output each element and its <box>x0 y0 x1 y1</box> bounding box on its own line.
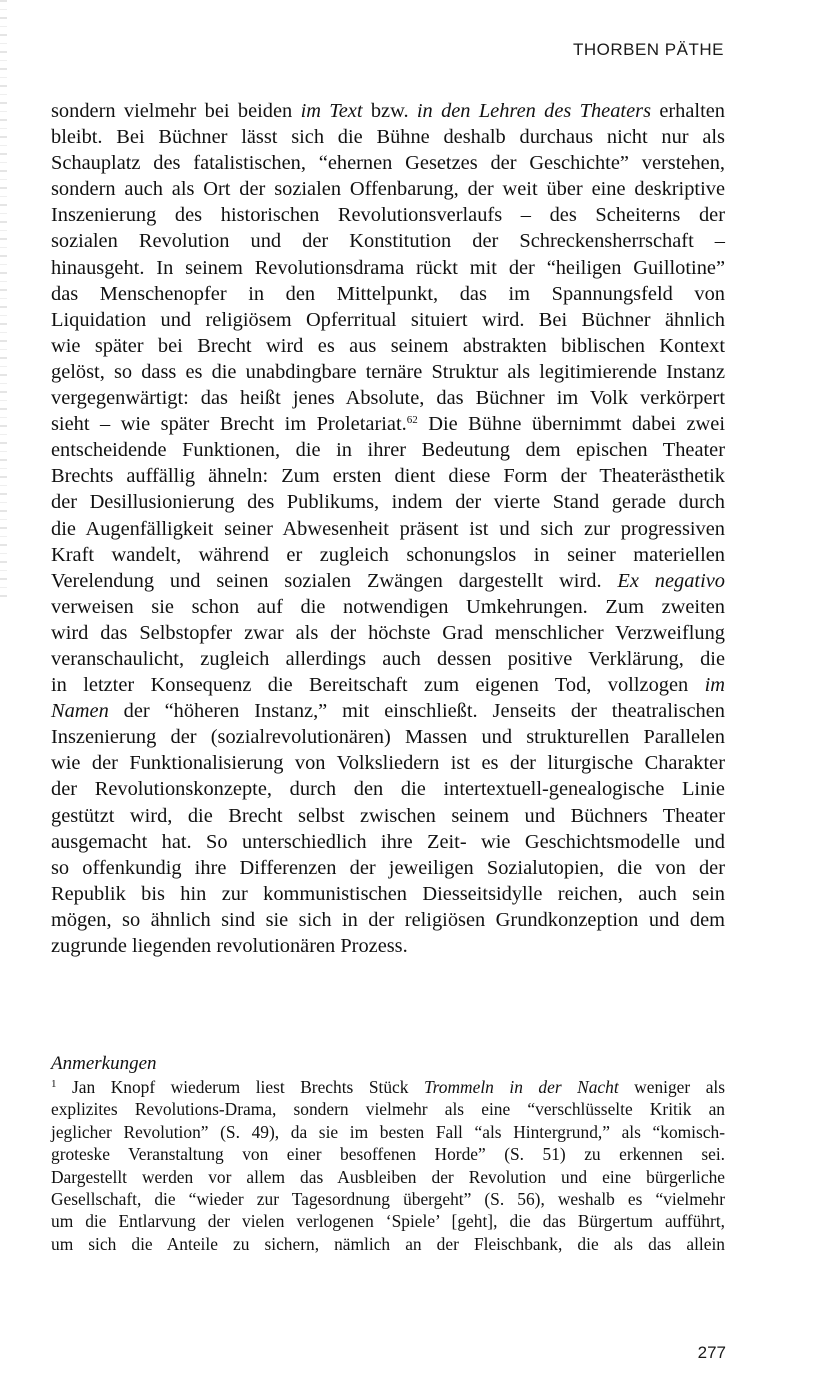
note-line: um sich die Anteile zu sichern, nämlich an der Fleischbank, die als das allein <box>51 1233 725 1254</box>
text-line: Inszenierung des historischen Revolutionsverlaufs – des Scheiterns der <box>51 204 725 227</box>
text-line: der Revolutionskonzepte, durch den die intertextuell-genealogische Linie <box>51 778 725 801</box>
text-line: sozialen Revolution und der Konstitution der Schreckensherrschaft – <box>51 230 725 253</box>
text-line: wird das Selbstopfer zwar als der höchste Grad menschlicher Verzweiflung <box>51 621 725 644</box>
text-line: wie der Funktionalisierung von Volksliedern ist es der liturgische Charakter <box>51 752 725 775</box>
text-line: sondern auch als Ort der sozialen Offenbarung, der weit über eine deskriptive <box>51 178 725 201</box>
text-line: Republik bis hin zur kommunistischen Diesseitsidylle reichen, auch sein <box>51 882 725 905</box>
note-line: explizites Revolutions-Drama, sondern vielmehr als eine “verschlüsselte Kritik an <box>51 1099 725 1120</box>
text-line: das Menschenopfer in den Mittelpunkt, das im Spannungsfeld von <box>51 282 725 305</box>
text-line: Brechts auffällig ähneln: Zum ersten dient diese Form der Theaterästhetik <box>51 465 725 488</box>
page-number: 277 <box>697 1343 726 1362</box>
text-line: veranschaulicht, zugleich allerdings auch dessen positive Verklärung, die <box>51 647 725 670</box>
note-number: 1 <box>51 1078 57 1090</box>
text-line: so offenkundig ihre Differenzen der jeweiligen Sozialutopien, die von der <box>51 856 725 879</box>
text-line: Liquidation und religiösem Opferritual situiert wird. Bei Büchner ähnlich <box>51 308 725 331</box>
text-line: hinausgeht. In seinem Revolutionsdrama rückt mit der “heiligen Guillotine” <box>51 256 725 279</box>
text-line: wie später bei Brecht wird es aus seinem abstrakten biblischen Kontext <box>51 334 725 357</box>
text-line: gestützt wird, die Brecht selbst zwischen seinem und Büchners Theater <box>51 804 725 827</box>
text-line: zugrunde liegenden revolutionären Prozess. <box>51 935 408 957</box>
text-line: sondern vielmehr bei beiden im Text bzw. in den Lehren des Theaters erhalten <box>51 100 725 122</box>
text-line: ausgemacht hat. So unterschiedlich ihre Zeit- wie Geschichtsmodelle und <box>51 830 725 853</box>
text-line: Verelendung und seinen sozialen Zwängen dargestellt wird. Ex negativo <box>51 569 725 592</box>
note-line: Dargestellt werden vor allem das Ausbleiben der Revolution und eine bürgerliche <box>51 1166 725 1187</box>
scan-edge-artifact <box>0 0 7 600</box>
endnotes-section <box>51 1052 725 1255</box>
footnote-reference: 62 <box>406 414 418 427</box>
endnotes-heading: Anmerkungen <box>51 1053 157 1074</box>
note-line: $^1$ Jan Knopf wiederum liest Brechts Stück Trommeln in der Nacht weniger als <box>51 1077 726 1097</box>
text-line: gelöst, so dass es die unabdingbare ternäre Struktur als legitimierende Instanz <box>51 360 725 383</box>
text-line: verweisen sie schon auf die notwendigen Umkehrungen. Zum zweiten <box>51 595 725 618</box>
running-head: THORBEN PÄTHE <box>572 40 724 59</box>
note-line: um die Entlarvung der vielen verlogenen ‘Spiele’ [geht], die das Bürgertum aufführt, <box>51 1211 725 1232</box>
text-line: sieht – wie später Brecht im Proletariat.$^{62}$ Die Bühne übernimmt dabei zwei <box>51 413 725 436</box>
note-line: Gesellschaft, die “wieder zur Tagesordnung übergeht” (S. 56), weshalb es “vielmehr <box>51 1188 725 1209</box>
text-line: mögen, so ähnlich sind sie sich in der religiösen Grundkonzeption und dem <box>51 908 725 931</box>
text-line: Namen der “höheren Instanz,” mit einschließt. Jenseits der theatralischen <box>51 700 725 723</box>
text-line: in letzter Konsequenz die Bereitschaft zum eigenen Tod, vollzogen im <box>51 674 725 697</box>
text-line: bleibt. Bei Büchner lässt sich die Bühne deshalb durchaus nicht nur als <box>51 126 725 149</box>
text-line: vergegenwärtigt: das heißt jenes Absolute, das Büchner im Volk verkörpert <box>51 387 725 410</box>
text-line: Schauplatz des fatalistischen, “ehernen Gesetzes der Geschichte” verstehen, <box>51 152 725 175</box>
note-line: groteske Veranstaltung von einer besoffenen Horde” (S. 51) zu erkennen sei. <box>51 1144 725 1165</box>
text-line: die Augenfälligkeit seiner Abwesenheit präsent ist und sich zur progressiven <box>51 517 725 540</box>
text-line: der Desillusionierung des Publikums, indem der vierte Stand gerade durch <box>51 491 725 514</box>
text-line: Inszenierung der (sozialrevolutionären) Massen und strukturellen Parallelen <box>51 726 725 749</box>
text-line: entscheidende Funktionen, die in ihrer Bedeutung dem epischen Theater <box>51 439 725 462</box>
note-line: jeglicher Revolution” (S. 49), da sie im besten Fall “als Hintergrund,” als “komisch- <box>51 1121 725 1142</box>
text-line: Kraft wandelt, während er zugleich schonungslos in seiner materiellen <box>51 543 725 566</box>
body-paragraph <box>51 98 725 959</box>
